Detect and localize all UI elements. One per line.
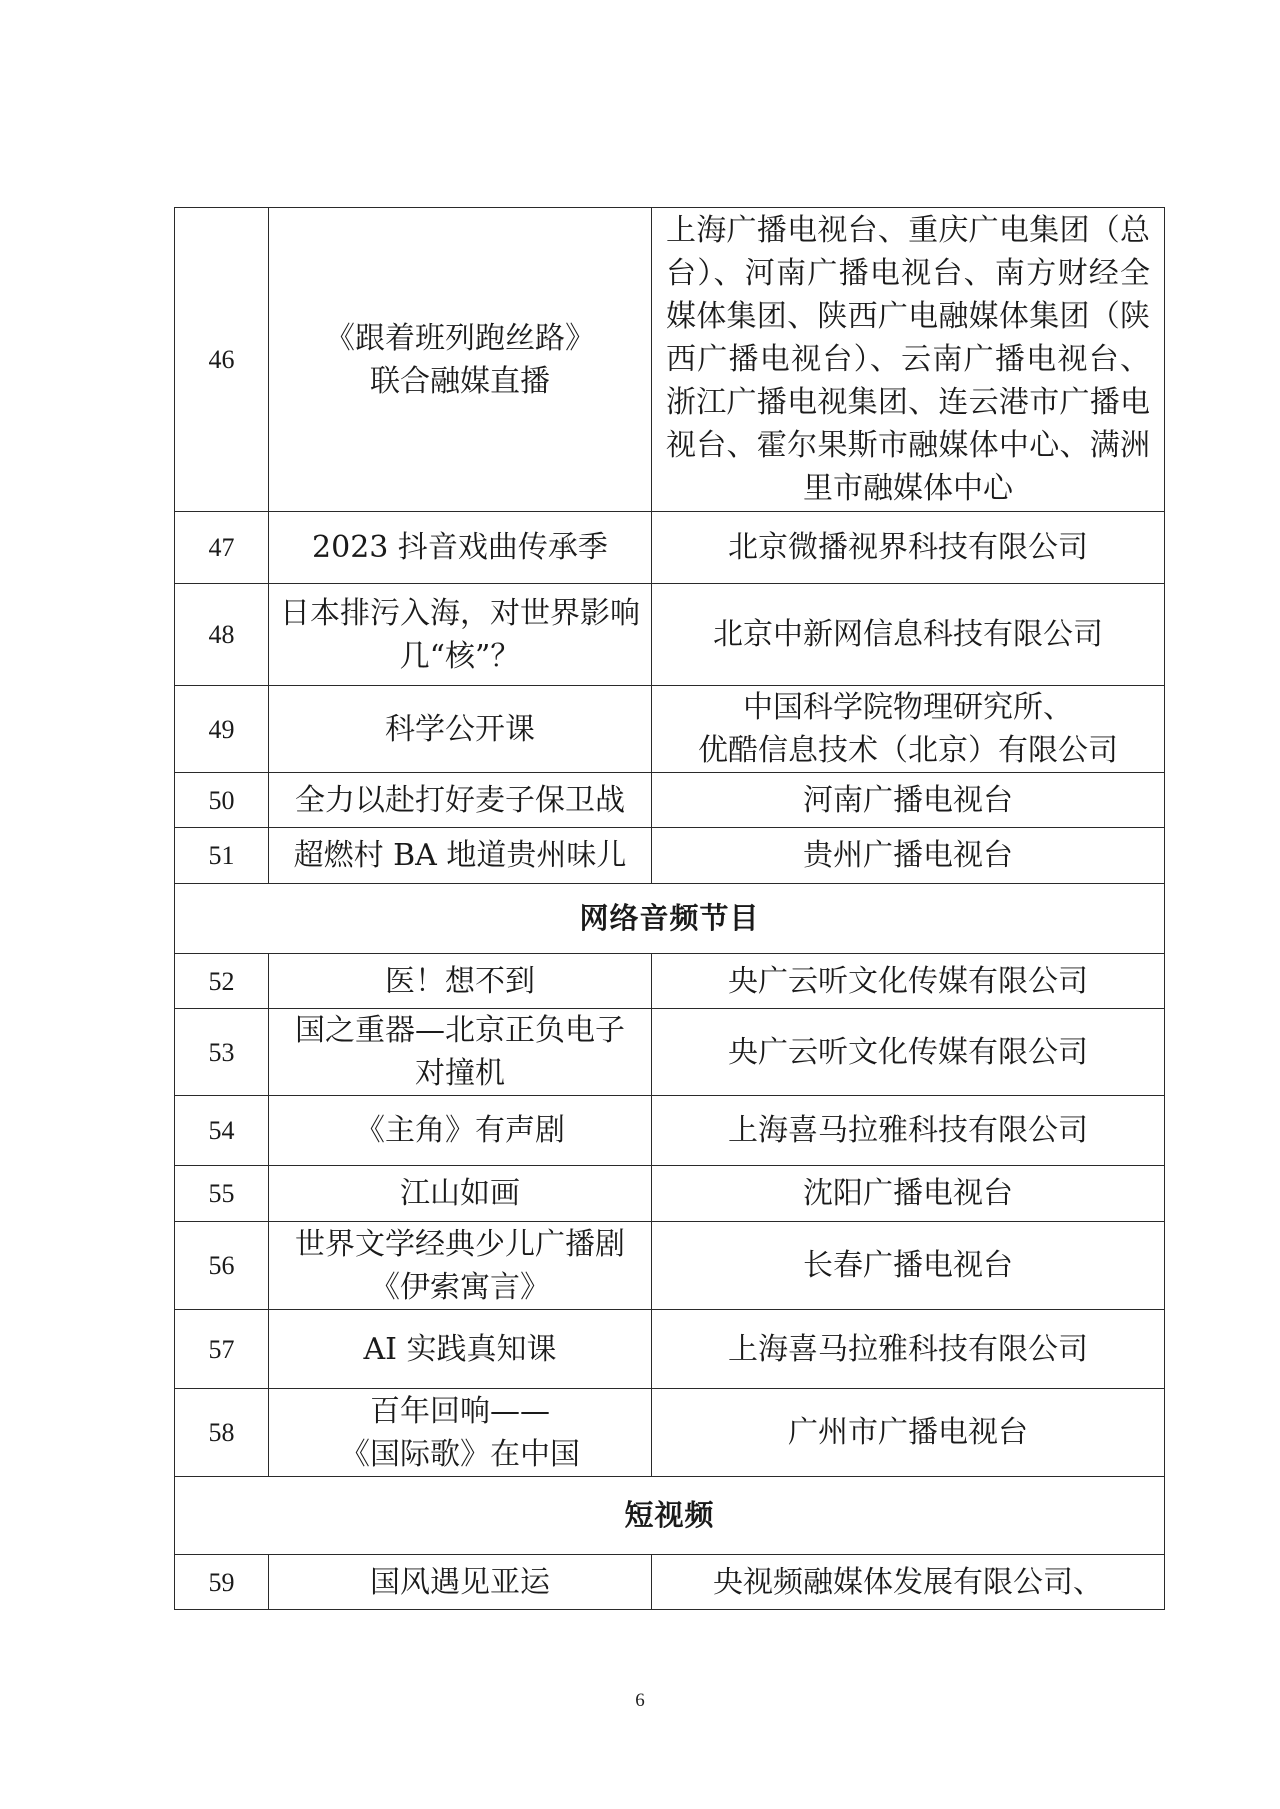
- row-number: 59: [175, 1555, 269, 1610]
- row-number: 51: [175, 828, 269, 884]
- table-row: [175, 1096, 1165, 1166]
- table-row: [175, 828, 1165, 884]
- table-row: [175, 1389, 1165, 1477]
- section-header: 网络音频节目: [175, 884, 1165, 954]
- row-number: 49: [175, 686, 269, 773]
- organization: 央广云听文化传媒有限公司: [652, 954, 1165, 1009]
- program-title: 2023 抖音戏曲传承季: [269, 512, 652, 584]
- organization: 长春广播电视台: [652, 1222, 1165, 1310]
- program-title: 江山如画: [269, 1166, 652, 1222]
- organization: 河南广播电视台: [652, 773, 1165, 828]
- program-title: 科学公开课: [269, 686, 652, 773]
- organization: 北京中新网信息科技有限公司: [652, 584, 1165, 686]
- award-list-table: [174, 207, 1165, 1610]
- organization: 上海喜马拉雅科技有限公司: [652, 1096, 1165, 1166]
- organization: 中国科学院物理研究所、 优酷信息技术（北京）有限公司: [652, 686, 1165, 773]
- table-row: [175, 773, 1165, 828]
- organization: 广州市广播电视台: [652, 1389, 1165, 1477]
- organization: 沈阳广播电视台: [652, 1166, 1165, 1222]
- section-header: 短视频: [175, 1477, 1165, 1555]
- table-row: [175, 584, 1165, 686]
- program-title: 国之重器—北京正负电子 对撞机: [269, 1009, 652, 1096]
- organization: 北京微播视界科技有限公司: [652, 512, 1165, 584]
- program-title: 世界文学经典少儿广播剧 《伊索寓言》: [269, 1222, 652, 1310]
- program-title: 《主角》有声剧: [269, 1096, 652, 1166]
- table-row: [175, 1555, 1165, 1610]
- program-title: 全力以赴打好麦子保卫战: [269, 773, 652, 828]
- row-number: 58: [175, 1389, 269, 1477]
- row-number: 46: [175, 208, 269, 512]
- program-title: 百年回响—— 《国际歌》在中国: [269, 1389, 652, 1477]
- section-row: [175, 884, 1165, 954]
- organization: 贵州广播电视台: [652, 828, 1165, 884]
- program-title: 日本排污入海，对世界影响 几“核”？: [269, 584, 652, 686]
- row-number: 55: [175, 1166, 269, 1222]
- program-title: 国风遇见亚运: [269, 1555, 652, 1610]
- table-row: [175, 1310, 1165, 1389]
- row-number: 48: [175, 584, 269, 686]
- program-title: AI 实践真知课: [269, 1310, 652, 1389]
- program-title: 超燃村 BA 地道贵州味儿: [269, 828, 652, 884]
- table-row: [175, 512, 1165, 584]
- program-title: 《跟着班列跑丝路》 联合融媒直播: [269, 208, 652, 512]
- row-number: 52: [175, 954, 269, 1009]
- organization: 央视频融媒体发展有限公司、: [652, 1555, 1165, 1610]
- organization: 上海广播电视台、重庆广电集团（总台）、河南广播电视台、南方财经全媒体集团、陕西广电融媒体集团（陕西广播电视台）、云南广播电视台、浙江广播电视集团、连云港市广播电视台、霍尔果斯市融媒体中心、满洲里市融媒体中心: [652, 208, 1165, 512]
- section-row: [175, 1477, 1165, 1555]
- row-number: 53: [175, 1009, 269, 1096]
- table-row: [175, 1222, 1165, 1310]
- row-number: 54: [175, 1096, 269, 1166]
- table-row: [175, 1009, 1165, 1096]
- table-row: [175, 954, 1165, 1009]
- table-row: [175, 208, 1165, 512]
- page-number: 6: [635, 1690, 645, 1711]
- table-row: [175, 1166, 1165, 1222]
- row-number: 50: [175, 773, 269, 828]
- organization: 央广云听文化传媒有限公司: [652, 1009, 1165, 1096]
- table-row: [175, 686, 1165, 773]
- program-title: 医！想不到: [269, 954, 652, 1009]
- row-number: 56: [175, 1222, 269, 1310]
- row-number: 47: [175, 512, 269, 584]
- organization: 上海喜马拉雅科技有限公司: [652, 1310, 1165, 1389]
- row-number: 57: [175, 1310, 269, 1389]
